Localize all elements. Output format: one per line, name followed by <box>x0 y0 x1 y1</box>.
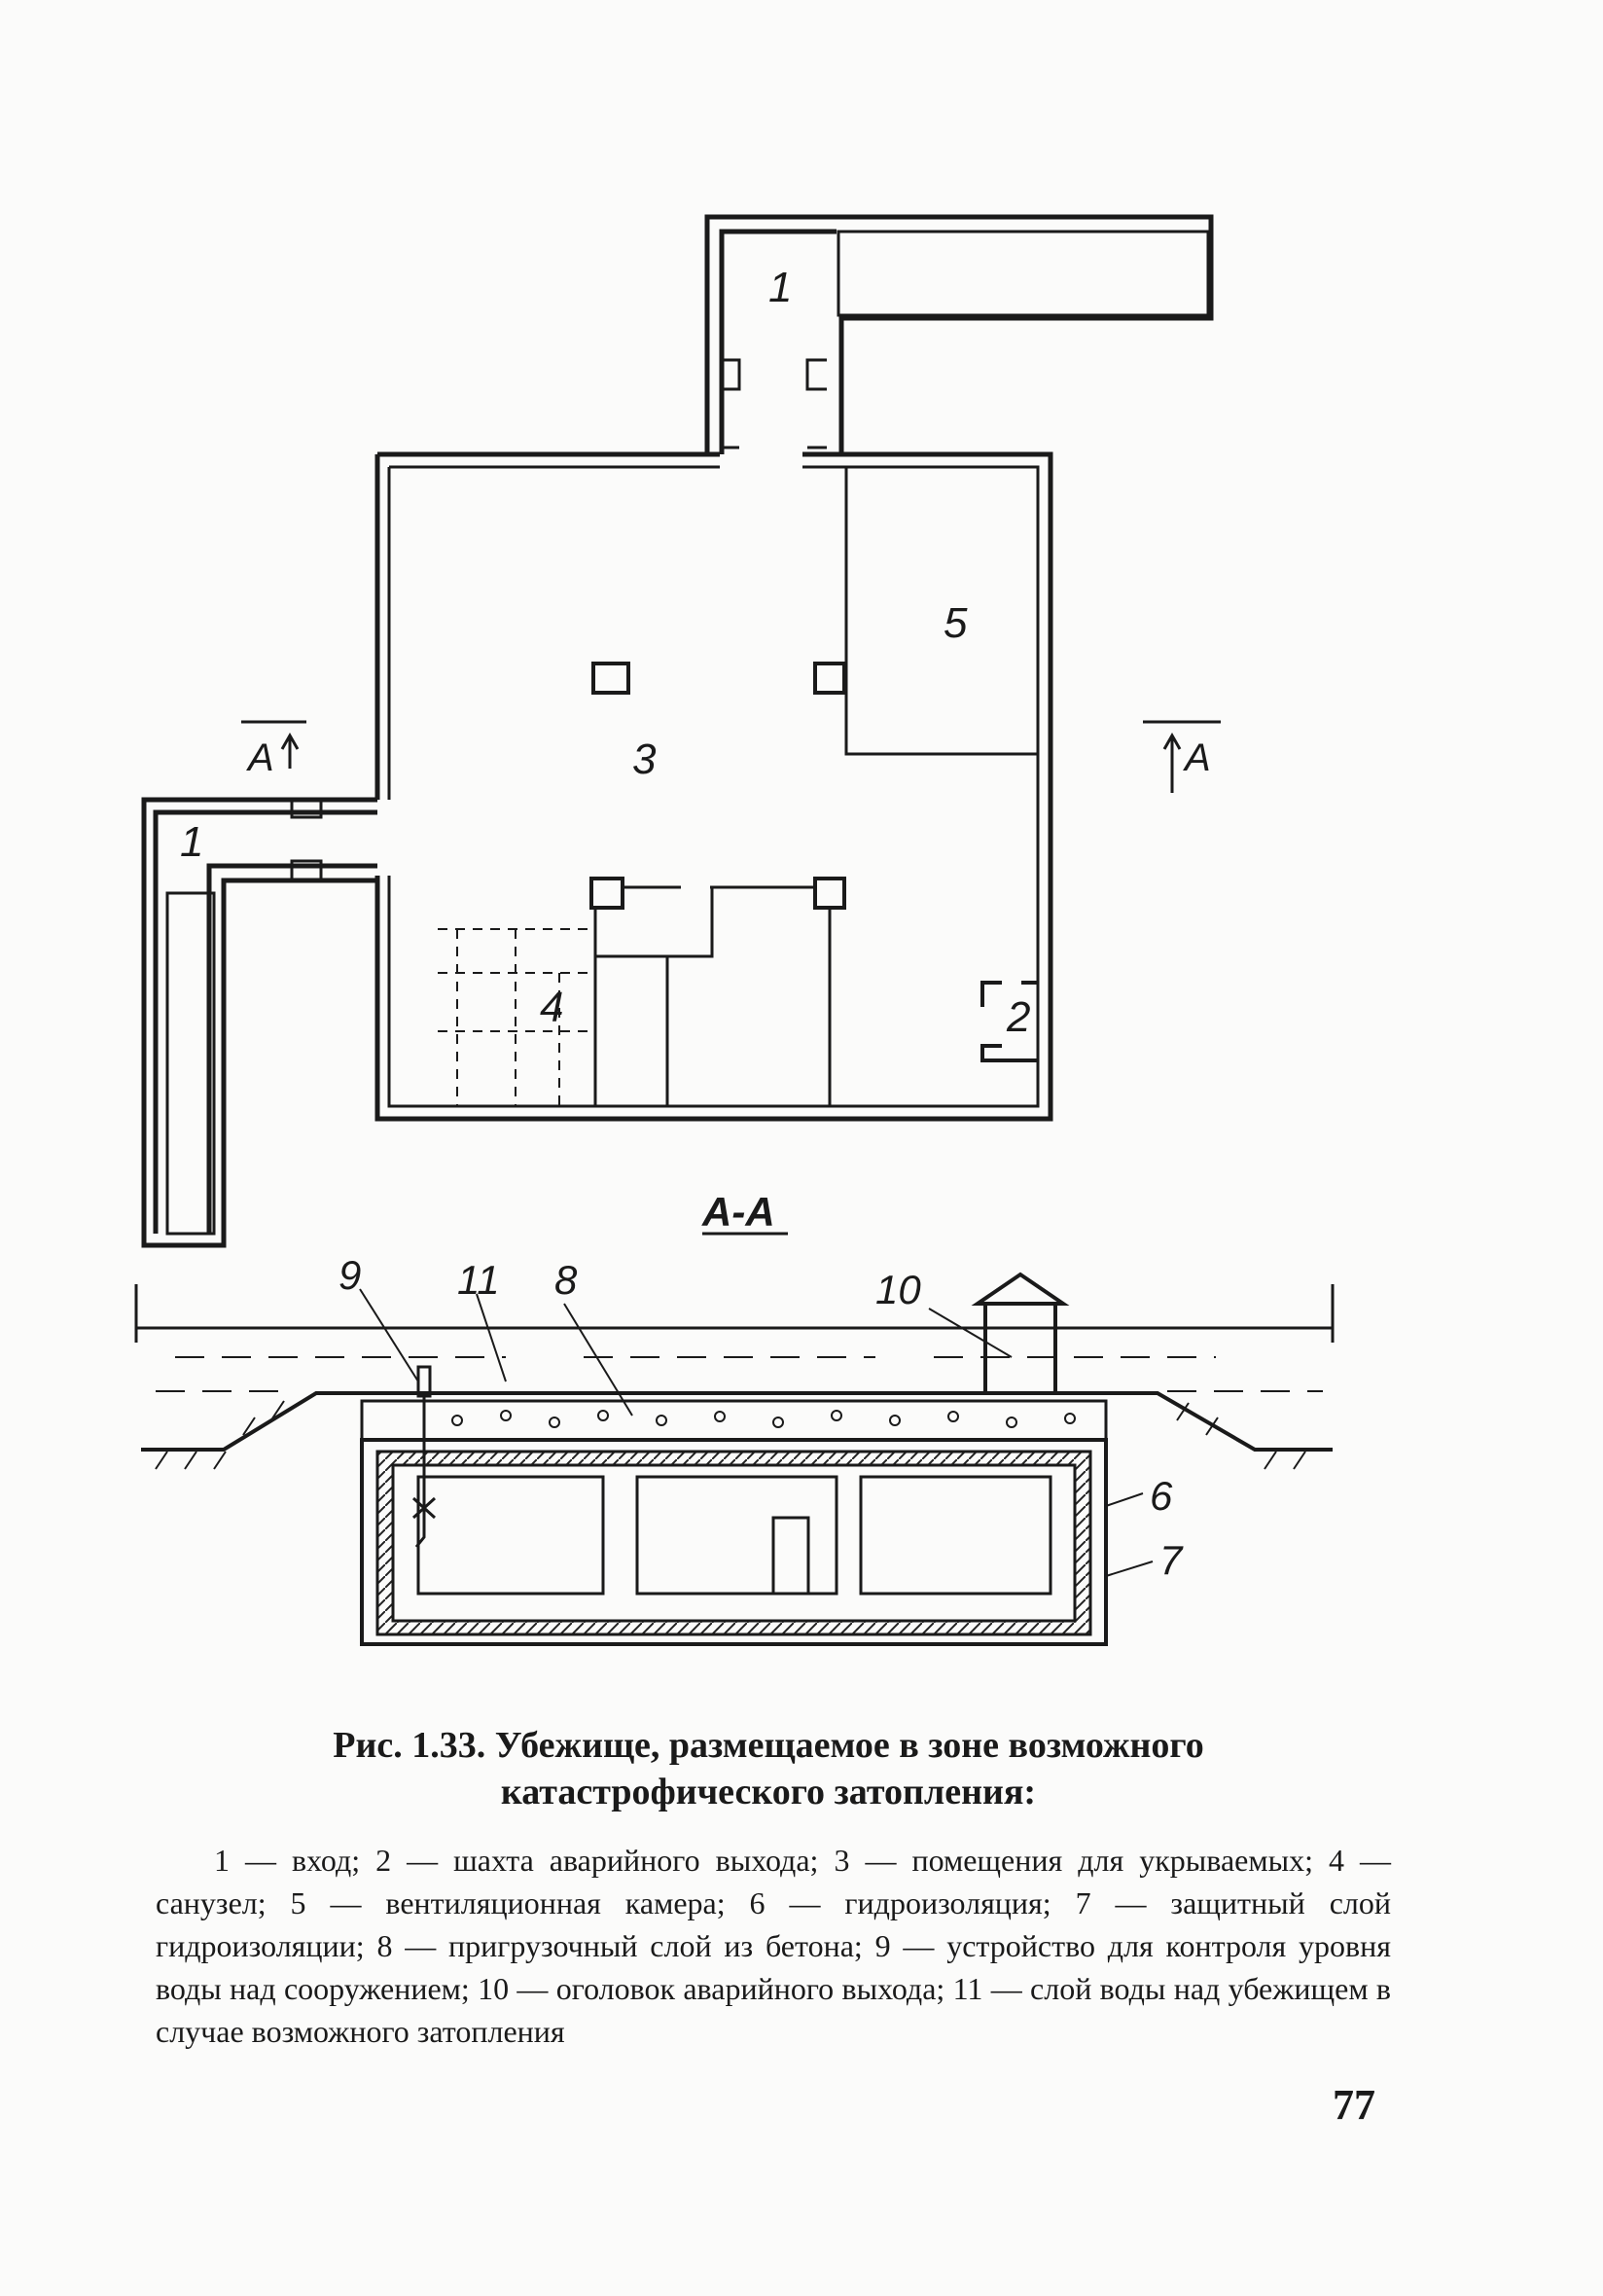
section-view <box>136 1274 1333 1644</box>
label-water-gauge: 9 <box>338 1252 362 1298</box>
caption-line-2: катастрофического затопления: <box>500 1772 1037 1812</box>
left-entrance <box>144 800 377 1245</box>
svg-text:A: A <box>1185 736 1211 779</box>
figure-caption <box>195 1722 1342 1815</box>
sanitary-partitions <box>595 887 830 1106</box>
label-ventilation: 5 <box>944 599 968 647</box>
label-shelter-room: 3 <box>632 735 657 783</box>
ventilation-room <box>846 467 1038 754</box>
section-mark-left <box>241 722 306 779</box>
label-emergency-head: 10 <box>875 1267 921 1312</box>
label-concrete-layer: 8 <box>554 1257 578 1303</box>
label-entry-top: 1 <box>768 264 793 311</box>
label-entry-left: 1 <box>180 818 204 866</box>
main-hall-walls <box>377 454 1051 1119</box>
plan-view <box>144 217 1211 1245</box>
caption-line-1: Рис. 1.33. Убежище, размещаемое в зоне возможного <box>333 1725 1204 1766</box>
label-emergency-shaft: 2 <box>1007 993 1031 1041</box>
column <box>593 664 628 693</box>
svg-text:A: A <box>248 736 274 779</box>
column <box>591 879 623 908</box>
column <box>815 664 844 693</box>
label-waterproofing: 6 <box>1150 1473 1173 1519</box>
figure-legend: 1 — вход; 2 — шахта аварийного выхода; 3 — помещения для укрываемых; 4 — санузел; 5 — вентиляционная камера; 6 — гидроизоляция; 7 — защитный слой гидроизоляции; 8 — пригрузочный слой из бетона; 9 — устройство для контроля уровня воды над сооружением; 10 — оголовок аварийного выхода; 11 — слой воды над убежищем в случае возможного затопления <box>156 1843 1391 2049</box>
section-mark-right <box>1143 722 1221 793</box>
page-number: 77 <box>1333 2081 1375 2129</box>
label-protective-layer: 7 <box>1159 1537 1183 1583</box>
sanitary-cubicles <box>438 929 595 1106</box>
label-sanitary: 4 <box>540 984 564 1031</box>
top-stair <box>838 232 1208 315</box>
concrete-layer <box>362 1401 1106 1440</box>
top-entrance <box>707 217 1211 454</box>
label-water-layer: 11 <box>457 1257 500 1303</box>
column <box>815 879 844 908</box>
section-title: А-А <box>702 1189 775 1235</box>
